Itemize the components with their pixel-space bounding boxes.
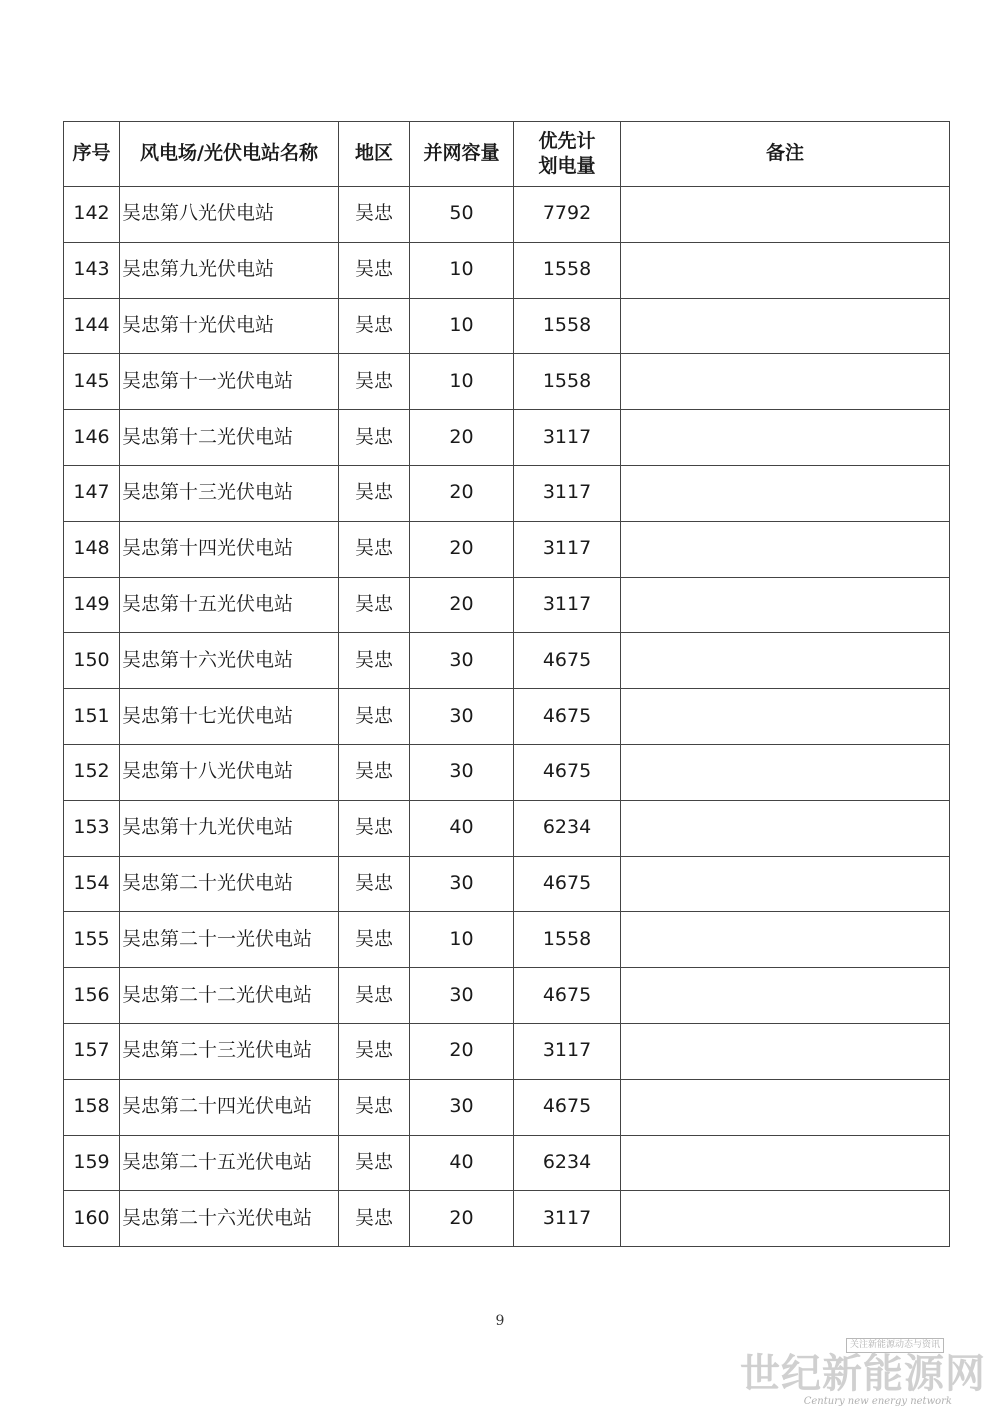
cell-region: 吴忠 <box>339 689 410 745</box>
cell-remarks <box>621 298 950 354</box>
cell-priority: 4675 <box>514 968 621 1024</box>
cell-priority: 3117 <box>514 465 621 521</box>
cell-capacity: 10 <box>410 242 514 298</box>
watermark-subtitle: Century new energy network <box>803 1396 952 1407</box>
cell-name: 吴忠第十光伏电站 <box>120 298 339 354</box>
table-row <box>64 1079 950 1135</box>
cell-seq: 150 <box>64 633 120 689</box>
cell-region: 吴忠 <box>339 577 410 633</box>
cell-priority: 4675 <box>514 689 621 745</box>
cell-capacity: 20 <box>410 410 514 466</box>
cell-priority: 4675 <box>514 1079 621 1135</box>
cell-region: 吴忠 <box>339 912 410 968</box>
cell-seq: 156 <box>64 968 120 1024</box>
table-row <box>64 465 950 521</box>
cell-name: 吴忠第十三光伏电站 <box>120 465 339 521</box>
cell-capacity: 10 <box>410 298 514 354</box>
cell-name: 吴忠第十四光伏电站 <box>120 521 339 577</box>
cell-remarks <box>621 577 950 633</box>
cell-capacity: 10 <box>410 912 514 968</box>
cell-remarks <box>621 465 950 521</box>
cell-capacity: 40 <box>410 800 514 856</box>
cell-region: 吴忠 <box>339 298 410 354</box>
cell-remarks <box>621 689 950 745</box>
table-row <box>64 242 950 298</box>
cell-capacity: 30 <box>410 856 514 912</box>
cell-region: 吴忠 <box>339 1023 410 1079</box>
cell-region: 吴忠 <box>339 521 410 577</box>
table-row <box>64 689 950 745</box>
cell-priority: 3117 <box>514 577 621 633</box>
header-priority-line2: 划电量 <box>538 155 596 177</box>
cell-remarks <box>621 354 950 410</box>
cell-priority: 1558 <box>514 298 621 354</box>
table-row <box>64 744 950 800</box>
cell-priority: 1558 <box>514 354 621 410</box>
cell-region: 吴忠 <box>339 856 410 912</box>
cell-seq: 148 <box>64 521 120 577</box>
plant-table <box>63 121 950 1247</box>
cell-seq: 154 <box>64 856 120 912</box>
cell-region: 吴忠 <box>339 187 410 243</box>
cell-priority: 3117 <box>514 410 621 466</box>
table-row <box>64 1023 950 1079</box>
table-row <box>64 354 950 410</box>
cell-name: 吴忠第八光伏电站 <box>120 187 339 243</box>
cell-name: 吴忠第十五光伏电站 <box>120 577 339 633</box>
cell-region: 吴忠 <box>339 968 410 1024</box>
cell-priority: 6234 <box>514 800 621 856</box>
cell-name: 吴忠第十二光伏电站 <box>120 410 339 466</box>
cell-name: 吴忠第十六光伏电站 <box>120 633 339 689</box>
header-remarks: 备注 <box>621 122 950 187</box>
table-row <box>64 1135 950 1191</box>
table-row <box>64 856 950 912</box>
cell-seq: 151 <box>64 689 120 745</box>
cell-remarks <box>621 633 950 689</box>
header-capacity: 并网容量 <box>410 122 514 187</box>
cell-priority: 1558 <box>514 912 621 968</box>
cell-name: 吴忠第二十三光伏电站 <box>120 1023 339 1079</box>
cell-name: 吴忠第十九光伏电站 <box>120 800 339 856</box>
cell-seq: 143 <box>64 242 120 298</box>
cell-capacity: 30 <box>410 744 514 800</box>
table-body <box>64 187 950 1247</box>
cell-region: 吴忠 <box>339 633 410 689</box>
cell-region: 吴忠 <box>339 1135 410 1191</box>
table-row <box>64 187 950 243</box>
table-row <box>64 800 950 856</box>
table-row <box>64 521 950 577</box>
cell-seq: 144 <box>64 298 120 354</box>
cell-name: 吴忠第二十二光伏电站 <box>120 968 339 1024</box>
cell-capacity: 20 <box>410 1191 514 1247</box>
watermark <box>740 1338 994 1410</box>
cell-priority: 4675 <box>514 633 621 689</box>
cell-region: 吴忠 <box>339 465 410 521</box>
cell-priority: 4675 <box>514 856 621 912</box>
cell-region: 吴忠 <box>339 744 410 800</box>
table-row <box>64 298 950 354</box>
cell-capacity: 20 <box>410 1023 514 1079</box>
cell-name: 吴忠第二十四光伏电站 <box>120 1079 339 1135</box>
cell-seq: 149 <box>64 577 120 633</box>
cell-seq: 158 <box>64 1079 120 1135</box>
table-row <box>64 633 950 689</box>
cell-seq: 145 <box>64 354 120 410</box>
cell-remarks <box>621 744 950 800</box>
cell-priority: 6234 <box>514 1135 621 1191</box>
cell-priority: 7792 <box>514 187 621 243</box>
cell-capacity: 20 <box>410 465 514 521</box>
cell-name: 吴忠第二十五光伏电站 <box>120 1135 339 1191</box>
cell-remarks <box>621 410 950 466</box>
cell-capacity: 50 <box>410 187 514 243</box>
cell-capacity: 20 <box>410 577 514 633</box>
cell-name: 吴忠第十七光伏电站 <box>120 689 339 745</box>
cell-capacity: 30 <box>410 968 514 1024</box>
cell-region: 吴忠 <box>339 354 410 410</box>
table-row <box>64 410 950 466</box>
cell-remarks <box>621 1191 950 1247</box>
cell-seq: 157 <box>64 1023 120 1079</box>
watermark-slogan: 关注新能源动态与资讯 <box>846 1338 944 1353</box>
cell-remarks <box>621 187 950 243</box>
watermark-name: 世纪新能源网 <box>740 1350 986 1397</box>
cell-priority: 3117 <box>514 1023 621 1079</box>
cell-seq: 146 <box>64 410 120 466</box>
page-number: 9 <box>495 1313 505 1329</box>
table-header <box>64 122 950 187</box>
cell-name: 吴忠第二十六光伏电站 <box>120 1191 339 1247</box>
header-priority-line1: 优先计 <box>538 130 596 153</box>
cell-seq: 152 <box>64 744 120 800</box>
cell-region: 吴忠 <box>339 242 410 298</box>
table-row <box>64 577 950 633</box>
cell-capacity: 20 <box>410 521 514 577</box>
header-region: 地区 <box>339 122 410 187</box>
header-name: 风电场/光伏电站名称 <box>120 122 339 187</box>
cell-remarks <box>621 856 950 912</box>
cell-seq: 142 <box>64 187 120 243</box>
cell-remarks <box>621 521 950 577</box>
table-row <box>64 912 950 968</box>
cell-region: 吴忠 <box>339 410 410 466</box>
cell-region: 吴忠 <box>339 800 410 856</box>
cell-name: 吴忠第十八光伏电站 <box>120 744 339 800</box>
cell-priority: 3117 <box>514 1191 621 1247</box>
cell-remarks <box>621 912 950 968</box>
cell-remarks <box>621 1023 950 1079</box>
cell-name: 吴忠第九光伏电站 <box>120 242 339 298</box>
table-row <box>64 1191 950 1247</box>
cell-remarks <box>621 1135 950 1191</box>
cell-name: 吴忠第二十光伏电站 <box>120 856 339 912</box>
cell-name: 吴忠第十一光伏电站 <box>120 354 339 410</box>
cell-seq: 155 <box>64 912 120 968</box>
cell-priority: 4675 <box>514 744 621 800</box>
table-row <box>64 968 950 1024</box>
cell-remarks <box>621 968 950 1024</box>
header-row <box>64 122 950 187</box>
cell-priority: 1558 <box>514 242 621 298</box>
cell-capacity: 10 <box>410 354 514 410</box>
cell-capacity: 30 <box>410 689 514 745</box>
cell-capacity: 30 <box>410 633 514 689</box>
cell-remarks <box>621 800 950 856</box>
cell-capacity: 40 <box>410 1135 514 1191</box>
header-seq: 序号 <box>64 122 120 187</box>
cell-seq: 147 <box>64 465 120 521</box>
cell-name: 吴忠第二十一光伏电站 <box>120 912 339 968</box>
cell-remarks <box>621 1079 950 1135</box>
cell-region: 吴忠 <box>339 1191 410 1247</box>
cell-region: 吴忠 <box>339 1079 410 1135</box>
cell-seq: 160 <box>64 1191 120 1247</box>
cell-priority: 3117 <box>514 521 621 577</box>
header-priority <box>514 122 621 187</box>
cell-seq: 153 <box>64 800 120 856</box>
cell-seq: 159 <box>64 1135 120 1191</box>
cell-capacity: 30 <box>410 1079 514 1135</box>
cell-remarks <box>621 242 950 298</box>
